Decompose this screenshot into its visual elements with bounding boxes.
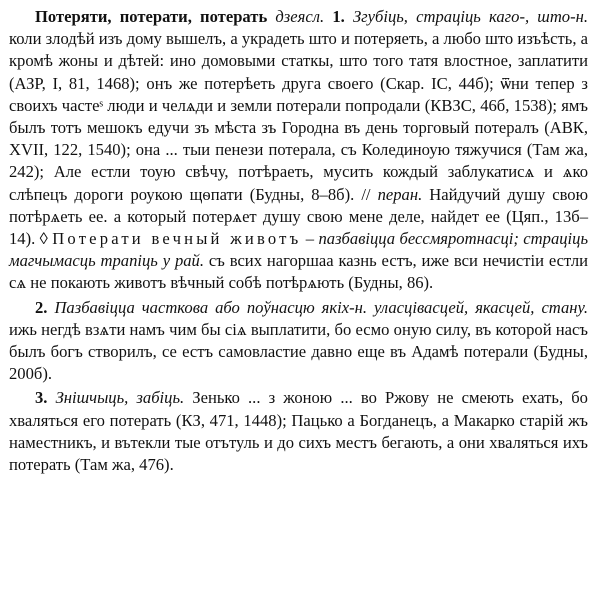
citations: Зенько ... з жоною ... во Ржову не смеють ехать, бо хваляться его потерать (КЗ, 471, 1448); Пацько а Богданецъ, а Макарко старій жъ наместникъ, и вътекли тые отътуль и до сихъ местъ бегають, а они хваляться ихъ потерать (Там жа, 476). — [9, 388, 588, 475]
definition: Згубіць, страціць каго-, што-н. — [344, 7, 589, 26]
definition: Знішчыць, забіць. — [47, 388, 185, 408]
citations: Найдучий душу свою потѣрѧеть ее. а который потерѧет душу свою мене деле, найдет ее (Цяп., 13б–14). ◊ — [9, 184, 588, 249]
sense-2 — [9, 297, 588, 386]
definition: Пазбавіцца часткова або поўнасцю якіх-н. уласцівасцей, якасцей, стану. — [47, 297, 588, 317]
citations: съ всих нагоршаа казнь естъ, иже вси нечистіи естли сѧ не покають животъ вѣчный собѣ потѣрѧють (Будны, 86). — [9, 251, 588, 293]
sense-1 — [9, 6, 588, 295]
sense-3 — [9, 387, 588, 476]
separator: // — [354, 184, 378, 204]
sense-number: 1. — [332, 7, 345, 26]
sense-number: 2. — [35, 297, 48, 317]
phrase: Потерати вечный животъ — [52, 229, 302, 249]
sense-number: 3. — [35, 388, 48, 408]
citations: ижь негдѣ взѧти намъ чим бы сіѧ выплатити, бо есмо оную силу, въ которой насъ былъ богъ створилъ, се естъ самовластие давно еще въ Адамѣ потерали (Будны, 200б). — [9, 319, 588, 384]
dictionary-entry — [9, 6, 588, 476]
citations: коли злодѣй изъ дому вышелъ, а украдеть што и потеряеть, а любо што изъѣсть, а кромѣ жоны и дѣтей: ино домовыми статкы, што того татя влостное, заплатити (АЗР, I, 81, 1468); онъ же потерѣеть друга своего (Скар. ІС, 44б); ѿни тепер з своихъ частеˢ люди и челѧди и земли потерали попродали (КВЗС, 46б, 1538); ямъ былъ тотъ мешокъ едучи зъ мѣста зъ Городна въ день торговый потералъ (АВК, XVII, 122, 1540); она ... тыи пенези потерала, съ Колединоую тяжучися (Там жа, 242); Але естли тоую свѣчу, потѣраеть, мусить кождый заблукатисѧ и ѧко слѣпецъ дороги роукою щѳпати (Будны, 8–8б). — [9, 29, 588, 204]
figurative-label: перан. — [377, 184, 423, 204]
phrase-definition: пазбавіцца бессмяротнасці; страціць магчымасць трапіць у рай. — [9, 229, 589, 271]
grammar-label: дзеясл. — [267, 7, 333, 26]
headword: Потеряти, потерати, потерать — [35, 7, 268, 26]
dash: – — [301, 229, 319, 249]
